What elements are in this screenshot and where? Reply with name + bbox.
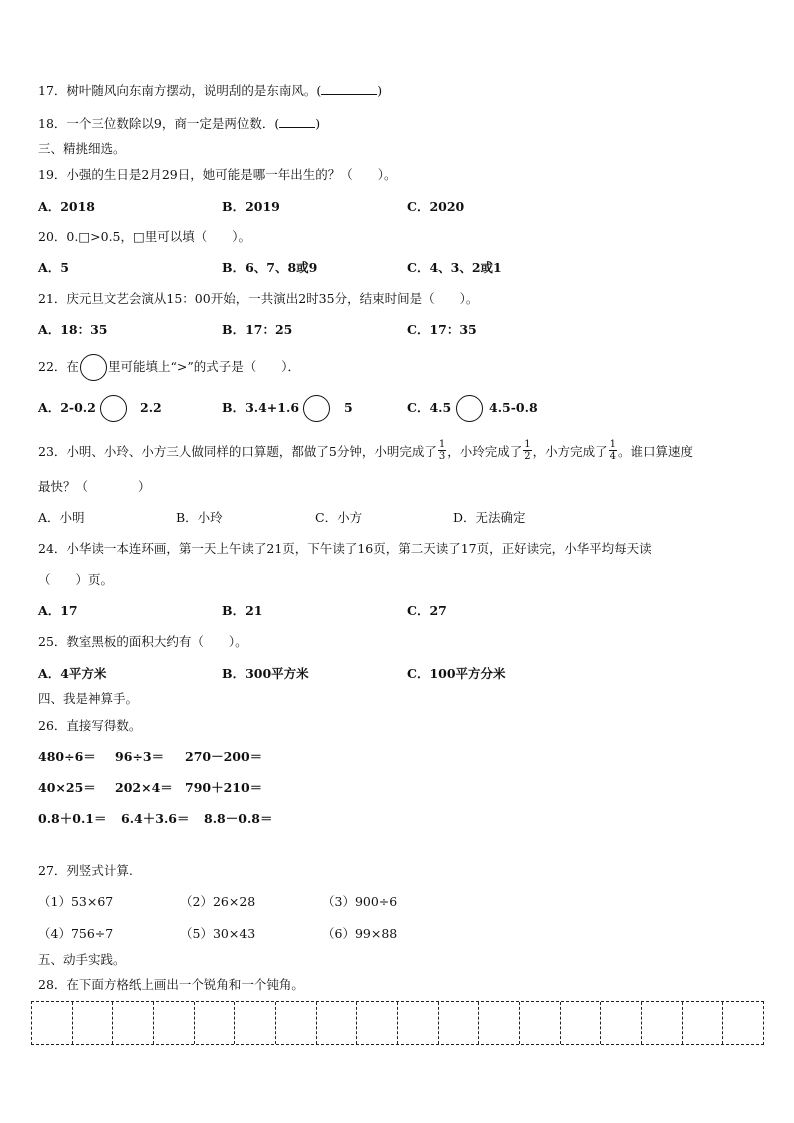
calc-item: 8.8－0.8＝ bbox=[204, 811, 273, 826]
question-28: 28．在下面方格纸上画出一个锐角和一个钝角。 bbox=[38, 977, 304, 992]
grid-cell[interactable] bbox=[73, 1002, 114, 1044]
grid-cell[interactable] bbox=[601, 1002, 642, 1044]
question-20: 20．0.□>0.5，□里可以填（ ）。 bbox=[38, 229, 252, 244]
calc-item: 202×4＝ bbox=[115, 780, 173, 795]
option-c[interactable]: C．27 bbox=[407, 603, 447, 618]
answer-blank[interactable] bbox=[321, 83, 377, 95]
grid-paper[interactable] bbox=[31, 1001, 764, 1045]
option-c-left[interactable]: C．4.5 bbox=[407, 400, 452, 415]
question-24-line2: （ ）页。 bbox=[38, 572, 114, 587]
option-d[interactable]: D．无法确定 bbox=[453, 510, 526, 525]
circle-blank bbox=[303, 395, 330, 422]
circle-blank bbox=[100, 395, 127, 422]
section-4-heading: 四、我是神算手。 bbox=[38, 691, 139, 706]
option-b[interactable]: B．6、7、8或9 bbox=[222, 260, 318, 275]
option-a-right: 2.2 bbox=[140, 400, 162, 415]
calc-item: 270－200＝ bbox=[185, 749, 263, 764]
calc-item: 0.8＋0.1＝ bbox=[38, 811, 107, 826]
calc-item: 6.4＋3.6＝ bbox=[121, 811, 190, 826]
option-b[interactable]: B．小玲 bbox=[176, 510, 223, 525]
option-a[interactable]: A．2018 bbox=[38, 199, 95, 214]
fraction: $\frac{1}{2}$ bbox=[524, 439, 531, 462]
calc-item: 40×25＝ bbox=[38, 780, 96, 795]
section-5-heading: 五、动手实践。 bbox=[38, 952, 126, 967]
circle-blank bbox=[456, 395, 483, 422]
grid-cell[interactable] bbox=[683, 1002, 724, 1044]
question-18: 18．一个三位数除以9，商一定是两位数．( ) bbox=[38, 116, 321, 131]
calc-item: 96÷3＝ bbox=[115, 749, 165, 764]
grid-cell[interactable] bbox=[398, 1002, 439, 1044]
option-b-right: 5 bbox=[344, 400, 353, 415]
question-17: 17．树叶随风向东南方摆动，说明刮的是东南风。( ) bbox=[38, 83, 383, 98]
option-c[interactable]: C．100平方分米 bbox=[407, 666, 506, 681]
grid-cell[interactable] bbox=[561, 1002, 602, 1044]
option-c[interactable]: C．17：35 bbox=[407, 322, 477, 337]
option-a[interactable]: A．4平方米 bbox=[38, 666, 107, 681]
grid-cell[interactable] bbox=[439, 1002, 480, 1044]
grid-cell[interactable] bbox=[479, 1002, 520, 1044]
option-a-left[interactable]: A．2-0.2 bbox=[38, 400, 96, 415]
option-a[interactable]: A．小明 bbox=[38, 510, 85, 525]
fraction: $\frac{1}{3}$ bbox=[438, 439, 446, 462]
calc-item: （3）900÷6 bbox=[322, 894, 398, 909]
question-24: 24．小华读一本连环画，第一天上午读了21页，下午读了16页，第二天读了17页，正好读完，小华平均每天读 bbox=[38, 541, 652, 556]
question-21: 21．庆元旦文艺会演从15：00开始，一共演出2时35分，结束时间是（ ）。 bbox=[38, 291, 479, 306]
grid-cell[interactable] bbox=[276, 1002, 317, 1044]
calc-item: （4）756÷7 bbox=[38, 926, 114, 941]
grid-cell[interactable] bbox=[235, 1002, 276, 1044]
calc-item: （1）53×67 bbox=[38, 894, 114, 909]
grid-cell[interactable] bbox=[154, 1002, 195, 1044]
option-b[interactable]: B．300平方米 bbox=[222, 666, 309, 681]
question-23-line2: 最快？（ ） bbox=[38, 479, 151, 494]
question-25: 25．教室黑板的面积大约有（ ）。 bbox=[38, 634, 248, 649]
option-a[interactable]: A．17 bbox=[38, 603, 78, 618]
option-b-left[interactable]: B．3.4+1.6 bbox=[222, 400, 300, 415]
option-b[interactable]: B．17：25 bbox=[222, 322, 293, 337]
question-23: 23．小明、小玲、小方三人做同样的口算题，都做了5分钟，小明完成了 $\frac{1}{3}$ ，小玲完成了 $\frac{1}{2}$ ，小方完成了 $\frac{1}{4}$ 。谁口算速度 bbox=[38, 439, 694, 462]
grid-cell[interactable] bbox=[723, 1002, 763, 1044]
calc-item: （5）30×43 bbox=[180, 926, 256, 941]
circle-blank bbox=[80, 354, 107, 381]
grid-cell[interactable] bbox=[317, 1002, 358, 1044]
question-22-post: 里可能填上“>”的式子是（ ）． bbox=[108, 359, 301, 374]
calc-item: （6）99×88 bbox=[322, 926, 398, 941]
answer-blank[interactable] bbox=[279, 116, 315, 128]
question-17-text: 17．树叶随风向东南方摆动，说明刮的是东南风。( bbox=[38, 83, 322, 98]
question-26: 26．直接写得数。 bbox=[38, 718, 142, 733]
grid-cell[interactable] bbox=[357, 1002, 398, 1044]
grid-cell[interactable] bbox=[195, 1002, 236, 1044]
question-19: 19．小强的生日是2月29日，她可能是哪一年出生的？（ ）。 bbox=[38, 167, 397, 182]
question-27: 27．列竖式计算. bbox=[38, 863, 133, 878]
option-b[interactable]: B．21 bbox=[222, 603, 263, 618]
question-22-pre: 22．在 bbox=[38, 359, 79, 374]
option-c[interactable]: C．2020 bbox=[407, 199, 465, 214]
option-c[interactable]: C．小方 bbox=[315, 510, 363, 525]
grid-cell[interactable] bbox=[642, 1002, 683, 1044]
option-c-right: 4.5-0.8 bbox=[489, 400, 538, 415]
calc-item: 480÷6＝ bbox=[38, 749, 96, 764]
grid-cell[interactable] bbox=[113, 1002, 154, 1044]
option-a[interactable]: A．5 bbox=[38, 260, 69, 275]
option-c[interactable]: C．4、3、2或1 bbox=[407, 260, 502, 275]
calc-item: 790＋210＝ bbox=[185, 780, 263, 795]
fraction: $\frac{1}{4}$ bbox=[609, 439, 617, 462]
option-a[interactable]: A．18：35 bbox=[38, 322, 108, 337]
grid-cell[interactable] bbox=[520, 1002, 561, 1044]
option-b[interactable]: B．2019 bbox=[222, 199, 280, 214]
question-18-text: 18．一个三位数除以9，商一定是两位数．( bbox=[38, 116, 280, 131]
section-3-heading: 三、精挑细选。 bbox=[38, 141, 126, 156]
calc-item: （2）26×28 bbox=[180, 894, 256, 909]
grid-cell[interactable] bbox=[32, 1002, 73, 1044]
